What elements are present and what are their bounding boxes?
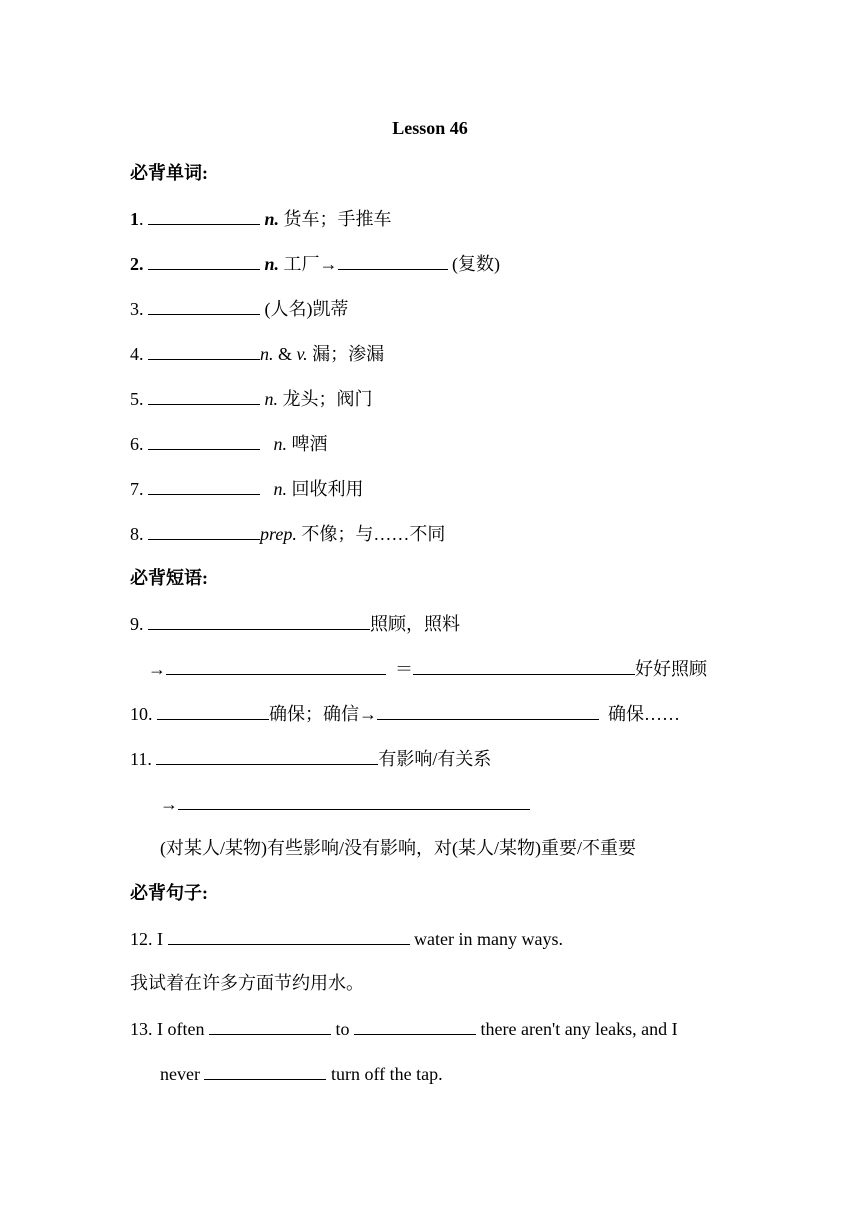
answer-blank[interactable] (156, 746, 378, 765)
vocab-item-8 (130, 521, 445, 546)
item-number: 10. (130, 704, 153, 724)
meaning: 啤酒 (291, 434, 328, 454)
part-of-speech: n. (264, 254, 280, 274)
part-of-speech: n. (273, 434, 287, 454)
answer-blank[interactable] (413, 656, 635, 675)
item-number: 2. (130, 254, 144, 274)
meaning: 漏；渗漏 (312, 344, 385, 364)
sentence-12-translation: 我试着在许多方面节约用水。 (130, 973, 364, 993)
phrase-item-11-line2 (160, 791, 530, 816)
answer-blank[interactable] (148, 206, 260, 225)
part-of-speech-2: v. (296, 344, 308, 364)
vocab-item-6 (130, 431, 328, 456)
vocab-item-4 (130, 341, 384, 366)
note: (复数) (452, 254, 501, 274)
meaning: 回收利用 (291, 479, 364, 499)
answer-blank[interactable] (377, 701, 599, 720)
phrase-item-9 (130, 611, 460, 636)
meaning-2: 确保…… (608, 704, 680, 724)
section-heading-words: 必背单词: (130, 163, 208, 183)
page-title: Lesson 46 (392, 118, 468, 138)
sentence-item-13 (130, 1016, 678, 1041)
sentence-text: turn off the tap. (330, 1064, 443, 1084)
part-of-speech: n. (264, 389, 278, 409)
answer-blank[interactable] (148, 251, 260, 270)
phrase-item-9-line2 (148, 656, 707, 681)
sentence-text: water in many ways. (414, 929, 563, 949)
item-number: 8. (130, 524, 144, 544)
answer-blank[interactable] (148, 431, 260, 450)
answer-blank[interactable] (148, 341, 260, 360)
sentence-text: there aren't any leaks, and I (480, 1019, 678, 1039)
meaning: 确保；确信→ (269, 704, 377, 724)
vocab-item-1: 1. n. 货车；手推车 (130, 206, 392, 231)
equals-sign: ＝ (395, 659, 413, 679)
item-number: 9. (130, 614, 144, 634)
answer-blank[interactable] (354, 1016, 476, 1035)
word-never: never (160, 1064, 200, 1084)
answer-blank[interactable] (209, 1016, 331, 1035)
part-of-speech: n. (260, 344, 274, 364)
part-of-speech: n. (264, 209, 280, 229)
answer-blank[interactable] (157, 701, 269, 720)
item-number: 6. (130, 434, 144, 454)
answer-blank[interactable] (148, 476, 260, 495)
ampersand: & (273, 344, 297, 364)
item-number: 13. I often (130, 1019, 205, 1039)
answer-blank[interactable] (338, 251, 448, 270)
answer-blank[interactable] (204, 1061, 326, 1080)
item-number: 7. (130, 479, 144, 499)
answer-blank[interactable] (166, 656, 386, 675)
meaning: (人名)凯蒂 (264, 299, 349, 319)
answer-blank[interactable] (148, 611, 370, 630)
sentence-item-12 (130, 926, 563, 951)
meaning: 龙头；阀门 (282, 389, 373, 409)
vocab-item-2 (130, 251, 500, 276)
meaning: 不像；与……不同 (301, 524, 446, 544)
item-number: 12. I (130, 929, 163, 949)
arrow: → (160, 794, 178, 814)
answer-blank[interactable] (178, 791, 530, 810)
meaning: 有影响/有关系 (378, 749, 492, 769)
word-to: to (335, 1019, 350, 1039)
item-number: 4. (130, 344, 144, 364)
answer-blank[interactable] (168, 926, 410, 945)
arrow: → (148, 659, 166, 679)
item-number: 1 (130, 209, 139, 229)
part-of-speech: prep. (260, 524, 297, 544)
part-of-speech: n. (273, 479, 287, 499)
phrase-item-10 (130, 701, 680, 726)
phrase-item-11-note: (对某人/某物)有些影响/没有影响，对(某人/某物)重要/不重要 (160, 838, 636, 858)
section-heading-sentences: 必背句子: (130, 883, 208, 903)
answer-blank[interactable] (148, 521, 260, 540)
vocab-item-7 (130, 476, 364, 501)
meaning: 照顾，照料 (370, 614, 460, 634)
answer-blank[interactable] (148, 386, 260, 405)
vocab-item-3 (130, 296, 349, 321)
item-number: 3. (130, 299, 144, 319)
vocab-item-5 (130, 386, 373, 411)
section-heading-phrases: 必背短语: (130, 568, 208, 588)
meaning: 货车；手推车 (283, 209, 392, 229)
meaning-2: 好好照顾 (635, 659, 707, 679)
answer-blank[interactable] (148, 296, 260, 315)
item-number: 11. (130, 749, 152, 769)
sentence-item-13-line2 (160, 1061, 443, 1086)
meaning: 工厂→ (283, 254, 338, 274)
item-number: 5. (130, 389, 144, 409)
phrase-item-11 (130, 746, 491, 771)
